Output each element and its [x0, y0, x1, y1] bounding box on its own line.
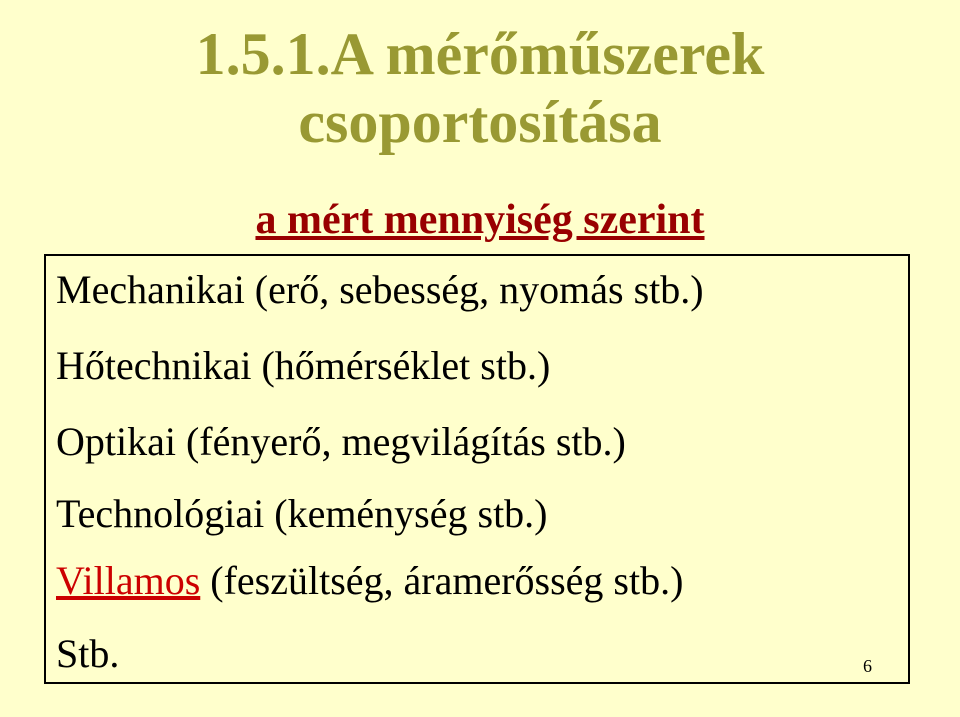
title-line-2: csoportosítása — [298, 89, 662, 155]
list-item-thermal: Hőtechnikai (hőmérséklet stb.) — [56, 343, 551, 388]
electrical-rest: (feszültség, áramerősség stb.) — [200, 558, 684, 603]
list-item-mechanical: Mechanikai (erő, sebesség, nyomás stb.) — [56, 267, 704, 312]
list-item-optical: Optikai (fényerő, megvilágítás stb.) — [56, 419, 626, 464]
list-item-etc: Stb. — [56, 631, 120, 676]
list-item-electrical — [56, 557, 683, 605]
page-number: 6 — [863, 656, 872, 676]
list-item-technological: Technológiai (keménység stb.) — [56, 491, 548, 536]
slide-title — [0, 20, 960, 156]
title-line-1: 1.5.1.A mérőműszerek — [195, 21, 765, 87]
slide-subtitle: a mért mennyiség szerint — [255, 197, 705, 243]
content-box — [44, 254, 910, 684]
electrical-link[interactable]: Villamos — [56, 558, 201, 603]
